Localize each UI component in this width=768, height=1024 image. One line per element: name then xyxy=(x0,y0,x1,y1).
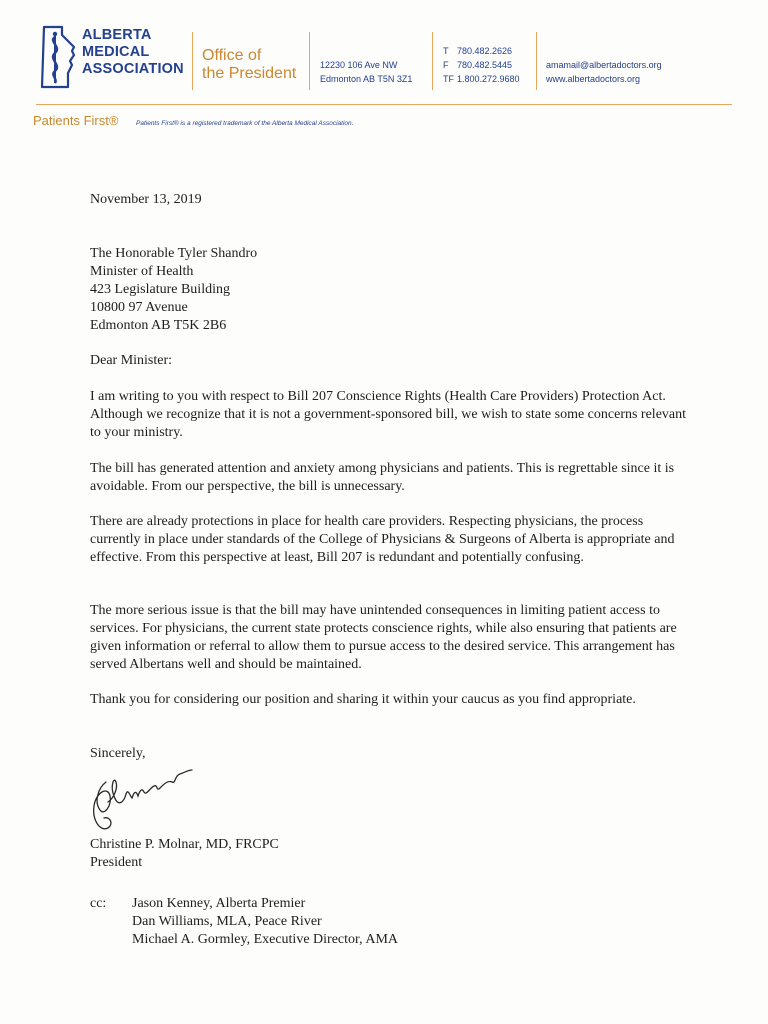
web-contacts xyxy=(546,58,662,86)
paragraph: The more serious issue is that the bill may have unintended consequences in limiting patient access to services. For physicians, the current state protects conscience rights, while also ensuring that patients are given information or referral to allow them to pursue access to the desired service. This arrangement has served Albertans well and should be maintained. xyxy=(90,603,677,672)
signer-title: President xyxy=(90,855,143,870)
website-link[interactable]: www.albertadoctors.org xyxy=(546,74,641,84)
phone-numbers xyxy=(443,44,520,86)
org-line-2: MEDICAL xyxy=(82,44,150,60)
address-line-1: 12230 106 Ave NW xyxy=(320,60,398,70)
office-title xyxy=(202,47,296,83)
cc-list xyxy=(132,895,398,949)
fax-number: 780.482.5445 xyxy=(457,60,513,70)
recipient-line: 423 Legislature Building xyxy=(90,282,230,297)
closing: Sincerely, xyxy=(90,746,146,761)
header-divider xyxy=(192,32,193,90)
fax-key: F xyxy=(443,60,449,70)
cc-label: cc: xyxy=(90,896,107,911)
phone-key: T xyxy=(443,46,449,56)
recipient-address xyxy=(90,245,690,335)
org-line-1: ALBERTA xyxy=(82,27,152,43)
patients-first-tagline: Patients First® xyxy=(33,113,119,128)
header-divider xyxy=(536,32,537,90)
header-divider xyxy=(309,32,310,90)
cc-recipient: Dan Williams, MLA, Peace River xyxy=(132,914,322,929)
office-line-2: the President xyxy=(202,65,297,82)
signer-name: Christine P. Molnar, MD, FRCPC xyxy=(90,837,279,852)
tollfree-key: TF xyxy=(443,74,454,84)
email-link[interactable]: amamail@albertadoctors.org xyxy=(546,60,662,70)
cc-recipient: Michael A. Gormley, Executive Director, AMA xyxy=(132,932,399,947)
recipient-line: Edmonton AB T5K 2B6 xyxy=(90,318,227,333)
header-rule xyxy=(36,104,732,105)
tollfree-number: 1.800.272.9680 xyxy=(457,74,520,84)
paragraph: Thank you for considering our position and sharing it within your caucus as you find appropriate. xyxy=(90,692,636,707)
paragraph: I am writing to you with respect to Bill 207 Conscience Rights (Health Care Providers) Protection Act. Although we recognize that it is not a government-sponsored bill, we wish to state some concerns relevant to your ministry. xyxy=(90,389,687,440)
organization-name xyxy=(82,27,184,78)
phone-number: 780.482.2626 xyxy=(457,46,513,56)
office-line-1: Office of xyxy=(202,47,262,64)
recipient-line: Minister of Health xyxy=(90,264,194,279)
org-line-3: ASSOCIATION xyxy=(82,61,184,77)
recipient-line: 10800 97 Avenue xyxy=(90,300,188,315)
phone-row xyxy=(443,44,520,58)
fax-row xyxy=(443,58,520,72)
letterhead xyxy=(0,0,768,140)
address-line-2: Edmonton AB T5N 3Z1 xyxy=(320,74,413,84)
paragraph: The bill has generated attention and anxiety among physicians and patients. This is regrettable since it is avoidable. From our perspective, the bill is unnecessary. xyxy=(90,461,675,494)
letter-date: November 13, 2019 xyxy=(90,192,202,207)
header-divider xyxy=(432,32,433,90)
handwritten-signature-icon xyxy=(84,762,204,840)
tollfree-row xyxy=(443,72,520,86)
mailing-address xyxy=(320,58,412,86)
signature-block xyxy=(90,836,690,872)
trademark-note: Patients First® is a registered trademark of the Alberta Medical Association. xyxy=(136,120,354,127)
cc-recipient: Jason Kenney, Alberta Premier xyxy=(132,896,306,911)
paragraph: There are already protections in place for health care providers. Respecting physicians, the process currently in place under standards of the College of Physicians & Surgeons of Alberta is appropriate and effective. From this perspective at least, Bill 207 is redundant and potentially confusing. xyxy=(90,514,675,565)
salutation: Dear Minister: xyxy=(90,353,173,368)
alberta-caduceus-logo-icon xyxy=(36,25,78,89)
recipient-line: The Honorable Tyler Shandro xyxy=(90,246,258,261)
